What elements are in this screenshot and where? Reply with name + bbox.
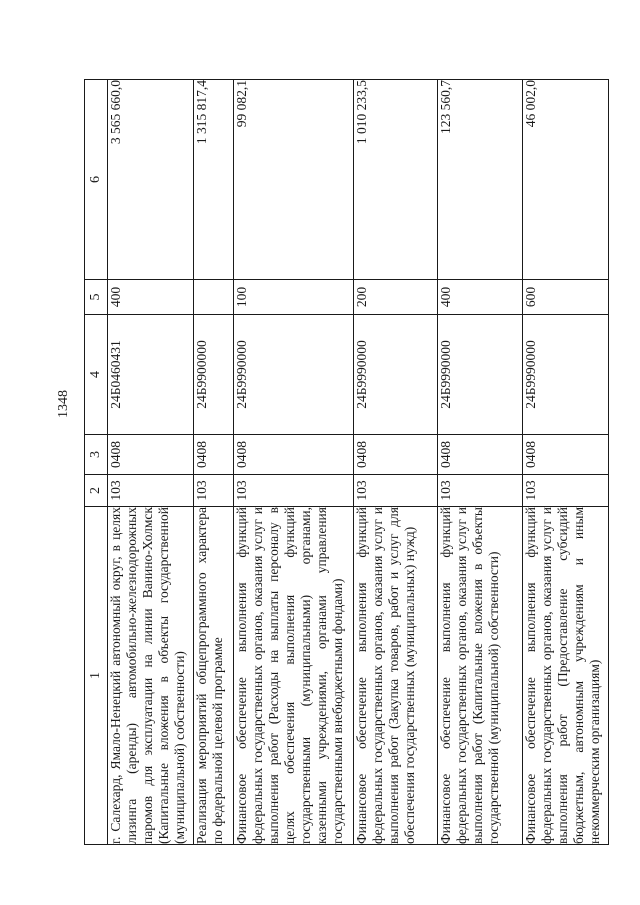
- row-description: Финансовое обеспечение выполнения функций федеральных государственных органов, оказания услуг и выполнения работ (Предоставление субсидий бюджетным, автономным учреждениям и иным некоммерческим организациям): [523, 507, 609, 845]
- column-header-3: 3: [85, 435, 108, 475]
- column-header-1: 1: [85, 507, 108, 845]
- row-description: Реализация мероприятий общепрограммного характера по федеральной целевой программе: [193, 507, 233, 845]
- row-code-target: 24Б9990000: [523, 315, 609, 435]
- row-description: Финансовое обеспечение выполнения функций федеральных государственных органов, оказания услуг и выполнения работ (Капитальные вложения в объекты государственной (муниципальной) собственности): [438, 507, 523, 845]
- row-code-target: 24Б0460431: [108, 315, 194, 435]
- row-code-target: 24Б9990000: [438, 315, 523, 435]
- row-code-section: 0408: [438, 435, 523, 475]
- row-code-expense-type: 200: [353, 280, 438, 315]
- budget-table: [84, 79, 609, 845]
- row-code-ministry: 103: [108, 475, 194, 507]
- column-header-5: 5: [85, 280, 108, 315]
- row-code-target: 24Б9990000: [234, 315, 354, 435]
- row-description: Финансовое обеспечение выполнения функций федеральных государственных органов, оказания услуг и выполнения работ (Закупка товаров, работ и услуг для обеспечения государственных (муниципальных) нужд): [353, 507, 438, 845]
- row-description: г. Салехард, Ямало-Ненецкий автономный округ, в целях лизинга (аренды) автомобильно-железнодорожных паромов для эксплуатации на линии Ванино-Холмск (Капитальные вложения в объекты государственной (муниципальной) собственности): [108, 507, 194, 845]
- budget-table-container: [84, 80, 609, 845]
- row-code-section: 0408: [353, 435, 438, 475]
- row-code-expense-type: [193, 280, 233, 315]
- row-amount: 99 082,1: [234, 80, 354, 280]
- column-header-6: 6: [85, 80, 108, 280]
- row-code-expense-type: 100: [234, 280, 354, 315]
- row-code-section: 0408: [193, 435, 233, 475]
- row-code-ministry: 103: [353, 475, 438, 507]
- table-row: [108, 80, 194, 845]
- row-code-section: 0408: [523, 435, 609, 475]
- row-code-ministry: 103: [193, 475, 233, 507]
- row-code-ministry: 103: [438, 475, 523, 507]
- table-row: [353, 80, 438, 845]
- row-amount: 1 315 817,4: [193, 80, 233, 280]
- table-row: [193, 80, 233, 845]
- row-code-expense-type: 400: [108, 280, 194, 315]
- row-amount: 3 565 660,0: [108, 80, 194, 280]
- table-row: [438, 80, 523, 845]
- row-code-expense-type: 400: [438, 280, 523, 315]
- row-code-expense-type: 600: [523, 280, 609, 315]
- row-amount: 1 010 233,5: [353, 80, 438, 280]
- row-code-target: 24Б9900000: [193, 315, 233, 435]
- column-header-2: 2: [85, 475, 108, 507]
- row-code-ministry: 103: [523, 475, 609, 507]
- row-code-target: 24Б9990000: [353, 315, 438, 435]
- table-row: [234, 80, 354, 845]
- row-code-section: 0408: [234, 435, 354, 475]
- row-amount: 46 002,0: [523, 80, 609, 280]
- header-row: [85, 80, 108, 845]
- row-code-section: 0408: [108, 435, 194, 475]
- page-number: 1348: [56, 390, 71, 418]
- column-header-4: 4: [85, 315, 108, 435]
- row-code-ministry: 103: [234, 475, 354, 507]
- table-row: [523, 80, 609, 845]
- row-amount: 123 560,7: [438, 80, 523, 280]
- row-description: Финансовое обеспечение выполнения функций федеральных государственных органов, оказания услуг и выполнения работ (Расходы на выплаты персоналу в целях обеспечения выполнения функций государственными (муниципальными) органами, казенными учреждениями, органами управления государственными внебюджетными фондами): [234, 507, 354, 845]
